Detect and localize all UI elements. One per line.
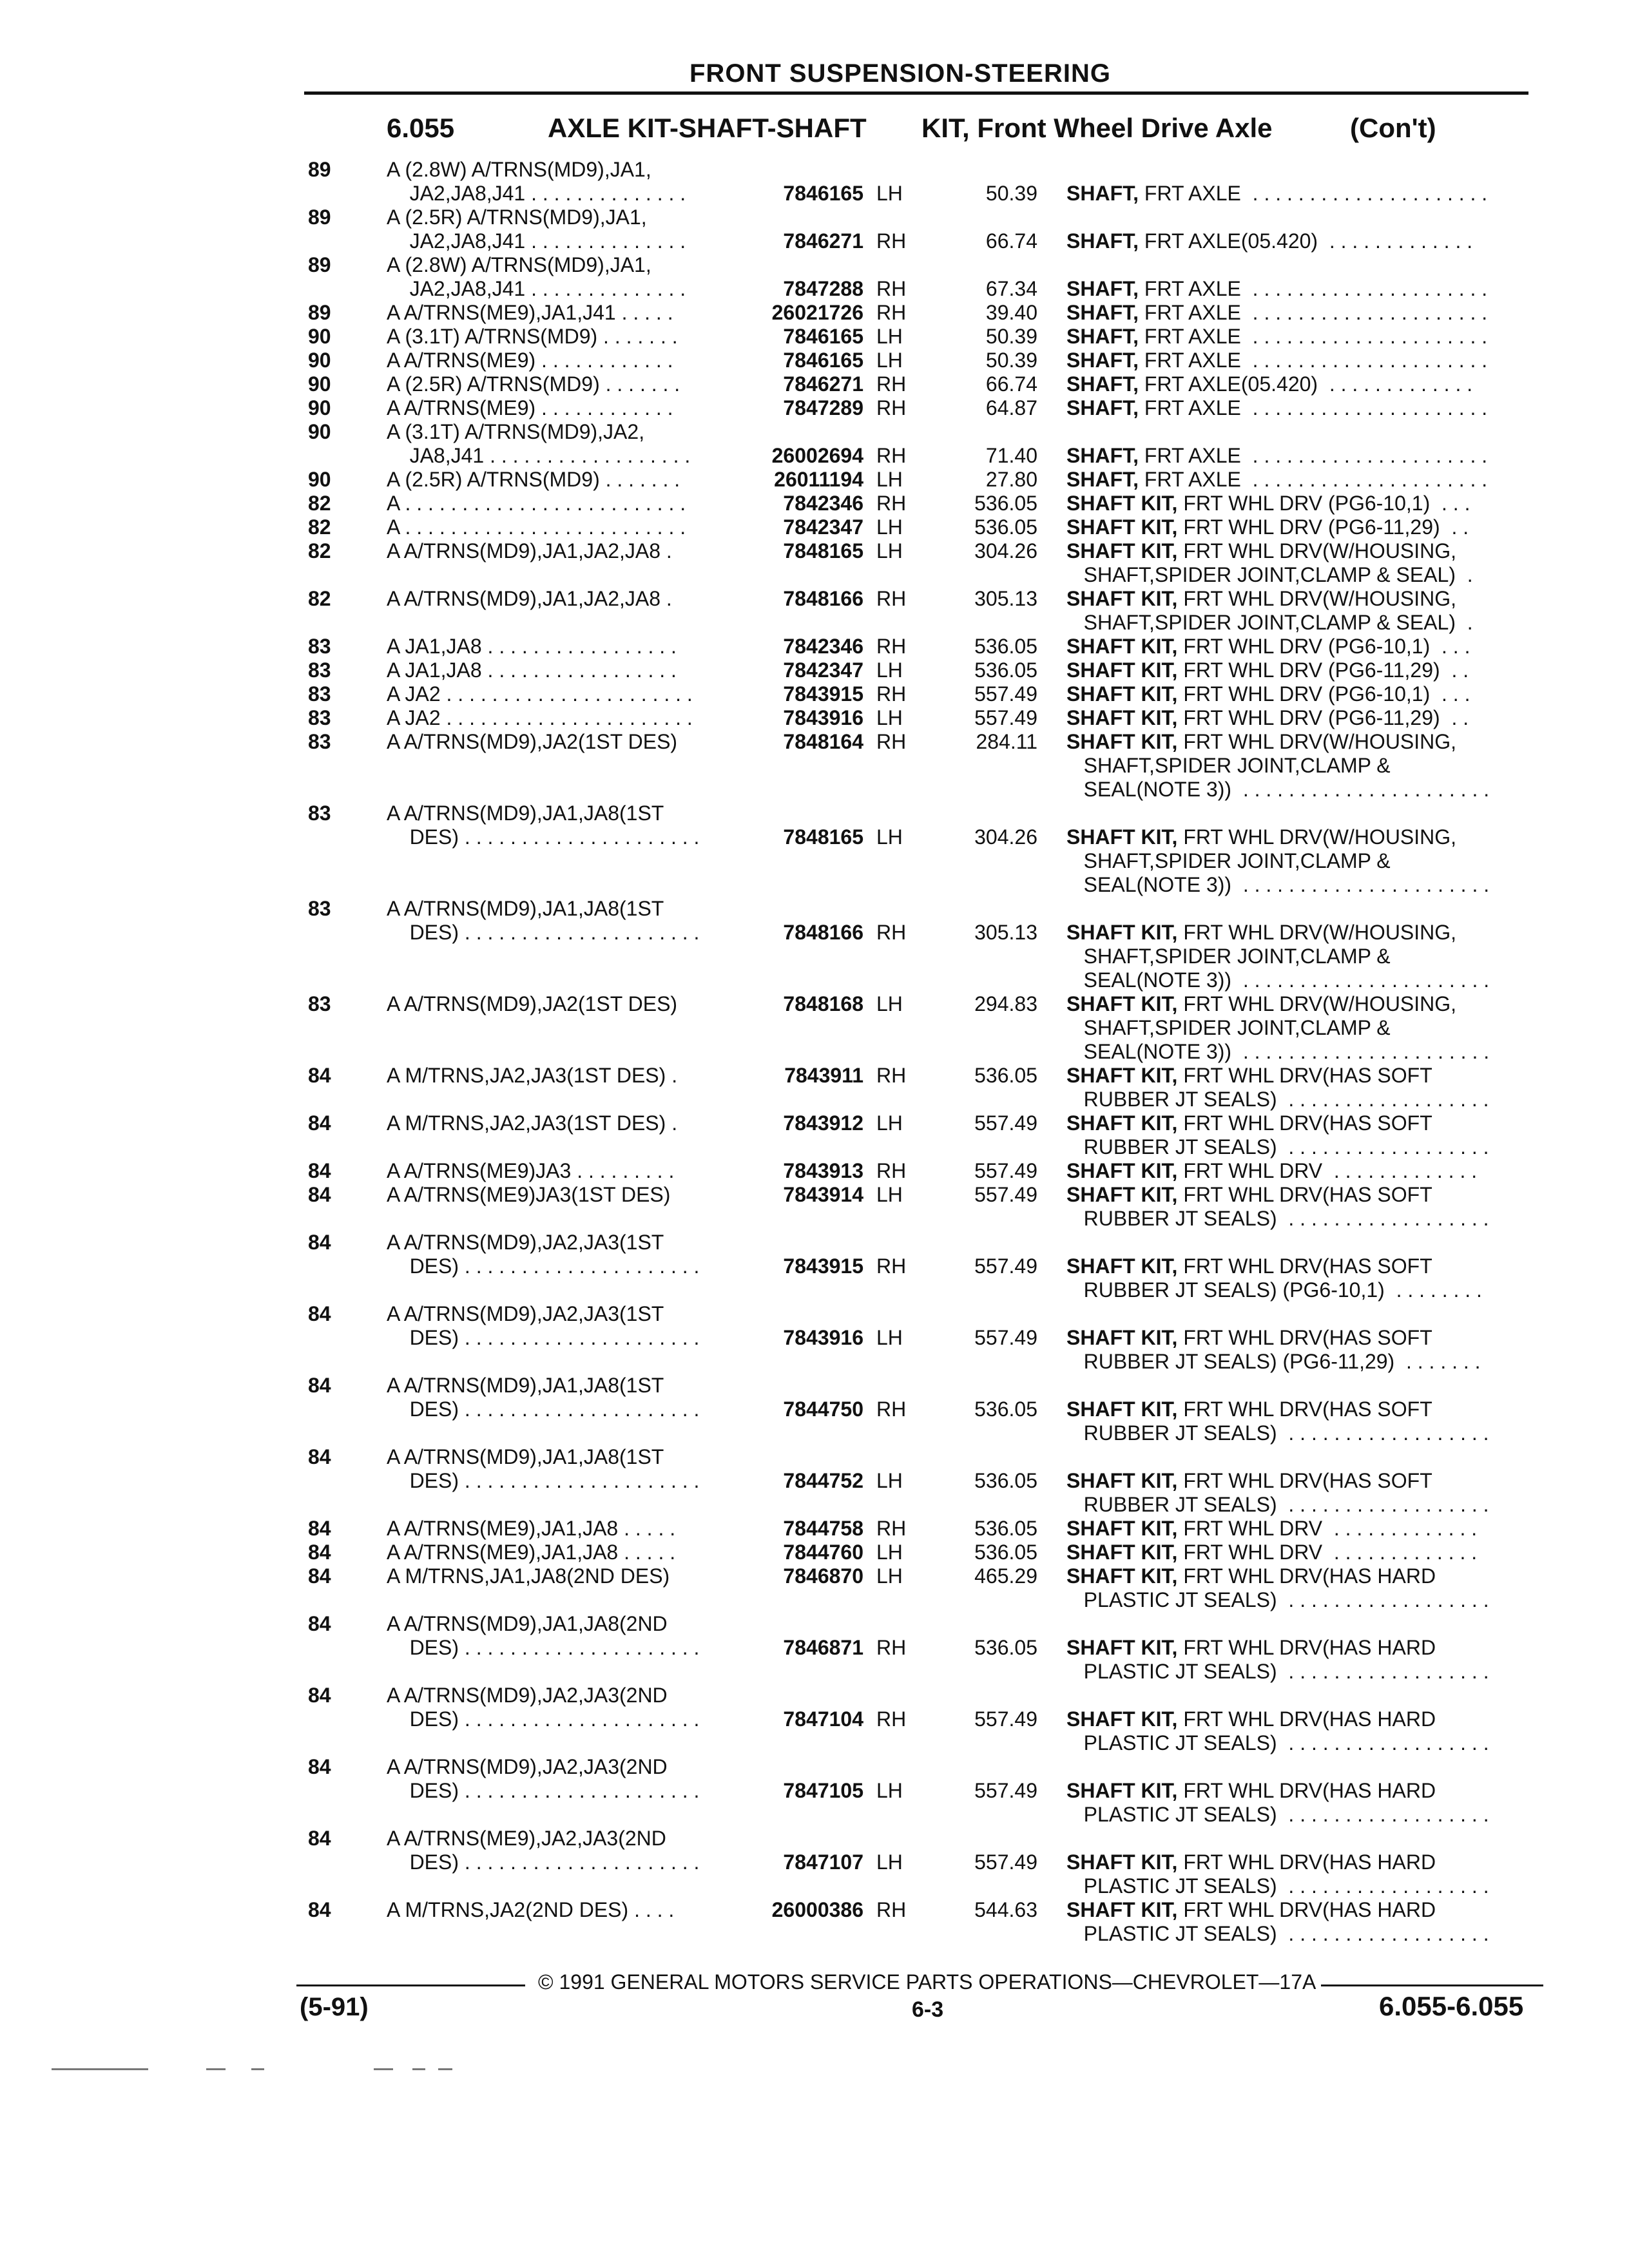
side: LH	[876, 1850, 903, 1874]
part-description: SHAFT KIT, FRT WHL DRV(HAS HARD PLASTIC JT SEALS) . . . . . . . . . . . . . . . . . .	[1066, 1564, 1489, 1611]
part-description: SHAFT KIT, FRT WHL DRV (PG6-11,29) . .	[1066, 515, 1469, 539]
part-description: SHAFT KIT, FRT WHL DRV(W/HOUSING, SHAFT,SPIDER JOINT,CLAMP & SEAL(NOTE 3)) . . . . . . . . . . . . . . . . . . . . . .	[1066, 730, 1490, 801]
price: 536.05	[974, 492, 1037, 515]
model-year: 84	[308, 1231, 331, 1254]
side: RH	[876, 635, 907, 658]
model-year: 90	[308, 468, 331, 491]
table-row	[0, 1064, 1629, 1111]
application: A A/TRNS(MD9),JA1,JA8(1ST DES) . . . . . . . . . . . . . . . . . . . . .	[387, 897, 700, 944]
application: A A/TRNS(MD9),JA1,JA8(2ND DES) . . . . . . . . . . . . . . . . . . . . .	[387, 1612, 700, 1659]
side: LH	[876, 1183, 903, 1206]
part-description: SHAFT KIT, FRT WHL DRV(HAS HARD PLASTIC JT SEALS) . . . . . . . . . . . . . . . . . .	[1066, 1707, 1489, 1754]
application: A (2.8W) A/TRNS(MD9),JA1, JA2,JA8,J41 . . . . . . . . . . . . . .	[387, 158, 686, 205]
model-year: 82	[308, 539, 331, 562]
application: A A/TRNS(MD9),JA2,JA3(2ND DES) . . . . . . . . . . . . . . . . . . . . .	[387, 1684, 700, 1731]
price: 536.05	[974, 1636, 1037, 1659]
model-year: 83	[308, 802, 331, 825]
part-number: 7844760	[783, 1541, 863, 1564]
price: 294.83	[974, 992, 1037, 1015]
model-year: 84	[308, 1612, 331, 1635]
application: A A/TRNS(MD9),JA1,JA2,JA8 .	[387, 539, 672, 562]
price: 305.13	[974, 587, 1037, 610]
price: 557.49	[974, 1159, 1037, 1182]
table-row	[0, 1445, 1629, 1517]
table-row	[0, 1564, 1629, 1612]
part-description: SHAFT, FRT AXLE(05.420) . . . . . . . . . . . . .	[1066, 372, 1473, 396]
part-number: 7842346	[783, 635, 863, 658]
application: A (2.5R) A/TRNS(MD9) . . . . . . .	[387, 468, 680, 491]
table-row	[0, 253, 1629, 301]
part-description: SHAFT KIT, FRT WHL DRV(W/HOUSING, SHAFT,SPIDER JOINT,CLAMP & SEAL(NOTE 3)) . . . . . . . . . . . . . . . . . . . . . .	[1066, 921, 1490, 992]
side: RH	[876, 372, 907, 396]
price: 557.49	[974, 1707, 1037, 1731]
table-row	[0, 992, 1629, 1064]
part-number: 7846870	[783, 1564, 863, 1588]
table-row	[0, 396, 1629, 420]
application: A A/TRNS(ME9)JA3(1ST DES)	[387, 1183, 671, 1206]
part-number: 26021726	[771, 301, 863, 324]
part-number: 7844752	[783, 1469, 863, 1492]
part-number: 7847288	[783, 277, 863, 300]
side: LH	[876, 658, 903, 682]
part-number: 7842346	[783, 492, 863, 515]
part-description: SHAFT KIT, FRT WHL DRV(HAS SOFT RUBBER JT SEALS) . . . . . . . . . . . . . . . . . .	[1066, 1183, 1489, 1230]
part-number: 7843912	[783, 1111, 863, 1135]
application: A A/TRNS(MD9),JA2,JA3(2ND DES) . . . . . . . . . . . . . . . . . . . . .	[387, 1755, 700, 1802]
side: RH	[876, 444, 907, 467]
side: LH	[876, 349, 903, 372]
model-year: 84	[308, 1159, 331, 1182]
part-number: 7843911	[784, 1064, 863, 1087]
model-year: 84	[308, 1445, 331, 1468]
application: A A/TRNS(ME9),JA1,JA8 . . . . .	[387, 1517, 676, 1540]
table-row	[0, 515, 1629, 539]
application: A (3.1T) A/TRNS(MD9),JA2, JA8,J41 . . . . . . . . . . . . . . . . . .	[387, 420, 691, 467]
scan-mark	[412, 2068, 425, 2070]
side: LH	[876, 1541, 903, 1564]
model-year: 84	[308, 1183, 331, 1206]
side: RH	[876, 682, 907, 706]
price: 557.49	[974, 682, 1037, 706]
side: LH	[876, 1111, 903, 1135]
part-number: 7848165	[783, 825, 863, 849]
model-year: 82	[308, 492, 331, 515]
table-row	[0, 635, 1629, 658]
side: RH	[876, 730, 907, 753]
model-year: 89	[308, 301, 331, 324]
side: RH	[876, 277, 907, 300]
table-row	[0, 1302, 1629, 1374]
model-year: 84	[308, 1064, 331, 1087]
model-year: 89	[308, 206, 331, 229]
part-description: SHAFT, FRT AXLE . . . . . . . . . . . . . . . . . . . . .	[1066, 468, 1488, 491]
model-year: 90	[308, 372, 331, 396]
part-description: SHAFT KIT, FRT WHL DRV (PG6-11,29) . .	[1066, 658, 1469, 682]
part-number: 7848165	[783, 539, 863, 562]
side: RH	[876, 1898, 907, 1921]
application: A A/TRNS(MD9),JA1,JA8(1ST DES) . . . . . . . . . . . . . . . . . . . . .	[387, 1374, 700, 1421]
price: 284.11	[976, 730, 1037, 753]
side: RH	[876, 1636, 907, 1659]
part-number: 7847289	[783, 396, 863, 419]
model-year: 84	[308, 1374, 331, 1397]
application: A A/TRNS(ME9),JA1,J41 . . . . .	[387, 301, 673, 324]
side: RH	[876, 492, 907, 515]
part-description: SHAFT KIT, FRT WHL DRV(HAS SOFT RUBBER JT SEALS) (PG6-11,29) . . . . . . .	[1066, 1326, 1481, 1373]
application: A A/TRNS(MD9),JA2(1ST DES)	[387, 730, 678, 753]
side: LH	[876, 1326, 903, 1349]
part-number: 7846165	[783, 349, 863, 372]
part-description: SHAFT, FRT AXLE . . . . . . . . . . . . . . . . . . . . .	[1066, 396, 1488, 419]
part-description: SHAFT KIT, FRT WHL DRV (PG6-10,1) . . .	[1066, 635, 1470, 658]
table-row	[0, 706, 1629, 730]
application: A A/TRNS(ME9)JA3 . . . . . . . . .	[387, 1159, 675, 1182]
model-year: 82	[308, 587, 331, 610]
table-row	[0, 587, 1629, 635]
model-year: 82	[308, 515, 331, 539]
part-description: SHAFT KIT, FRT WHL DRV . . . . . . . . . . . . .	[1066, 1517, 1478, 1540]
table-row	[0, 897, 1629, 992]
part-description: SHAFT KIT, FRT WHL DRV(HAS SOFT RUBBER JT SEALS) . . . . . . . . . . . . . . . . . .	[1066, 1398, 1489, 1445]
table-row	[0, 1374, 1629, 1445]
price: 305.13	[974, 921, 1037, 944]
application: A A/TRNS(MD9),JA2(1ST DES)	[387, 992, 678, 1015]
part-number: 7843916	[783, 1326, 863, 1349]
side: RH	[876, 301, 907, 324]
section-description: KIT, Front Wheel Drive Axle	[921, 113, 1273, 143]
part-number: 7844750	[783, 1398, 863, 1421]
table-row	[0, 1612, 1629, 1684]
part-number: 7846871	[783, 1636, 863, 1659]
parts-table	[0, 158, 1629, 1946]
part-description: SHAFT KIT, FRT WHL DRV (PG6-10,1) . . .	[1066, 682, 1470, 706]
table-row	[0, 730, 1629, 802]
scan-mark	[206, 2068, 226, 2070]
table-row	[0, 658, 1629, 682]
application: A M/TRNS,JA2,JA3(1ST DES) .	[387, 1111, 678, 1135]
model-year: 83	[308, 730, 331, 753]
model-year: 89	[308, 158, 331, 181]
application: A . . . . . . . . . . . . . . . . . . . . . . . . .	[387, 492, 686, 515]
application: A A/TRNS(ME9),JA1,JA8 . . . . .	[387, 1541, 676, 1564]
part-description: SHAFT KIT, FRT WHL DRV(HAS SOFT RUBBER JT SEALS) . . . . . . . . . . . . . . . . . .	[1066, 1469, 1489, 1516]
price: 544.63	[974, 1898, 1037, 1921]
price: 304.26	[974, 539, 1037, 562]
application: A A/TRNS(MD9),JA2,JA3(1ST DES) . . . . . . . . . . . . . . . . . . . . .	[387, 1231, 700, 1278]
side: RH	[876, 921, 907, 944]
part-description: SHAFT KIT, FRT WHL DRV(W/HOUSING, SHAFT,SPIDER JOINT,CLAMP & SEAL) .	[1066, 587, 1473, 634]
header-rule	[304, 91, 1528, 95]
price: 557.49	[974, 1779, 1037, 1802]
table-row	[0, 492, 1629, 515]
model-year: 90	[308, 396, 331, 419]
side: LH	[876, 825, 903, 849]
side: RH	[876, 1398, 907, 1421]
table-row	[0, 1541, 1629, 1564]
table-row	[0, 1159, 1629, 1183]
side: LH	[876, 468, 903, 491]
model-year: 89	[308, 253, 331, 276]
application: A M/TRNS,JA1,JA8(2ND DES)	[387, 1564, 670, 1588]
model-year: 90	[308, 325, 331, 348]
side: RH	[876, 1254, 907, 1278]
part-number: 7844758	[783, 1517, 863, 1540]
price: 536.05	[974, 515, 1037, 539]
application: A JA2 . . . . . . . . . . . . . . . . . . . . . .	[387, 682, 693, 706]
table-row	[0, 206, 1629, 253]
side: RH	[876, 1707, 907, 1731]
model-year: 83	[308, 682, 331, 706]
part-number: 7846165	[783, 182, 863, 205]
price: 465.29	[974, 1564, 1037, 1588]
application: A A/TRNS(MD9),JA1,JA2,JA8 .	[387, 587, 672, 610]
table-row	[0, 349, 1629, 372]
model-year: 83	[308, 992, 331, 1015]
part-description: SHAFT, FRT AXLE . . . . . . . . . . . . . . . . . . . . .	[1066, 325, 1488, 348]
price: 557.49	[974, 1111, 1037, 1135]
part-description: SHAFT KIT, FRT WHL DRV(HAS SOFT RUBBER JT SEALS) (PG6-10,1) . . . . . . . .	[1066, 1254, 1482, 1302]
price: 557.49	[974, 1326, 1037, 1349]
footer-date: (5-91)	[300, 1993, 369, 2021]
side: RH	[876, 1517, 907, 1540]
part-number: 7847107	[783, 1850, 863, 1874]
table-row	[0, 682, 1629, 706]
part-description: SHAFT, FRT AXLE . . . . . . . . . . . . . . . . . . . . .	[1066, 182, 1488, 205]
part-number: 7846165	[783, 325, 863, 348]
model-year: 84	[308, 1898, 331, 1921]
model-year: 83	[308, 706, 331, 729]
side: RH	[876, 587, 907, 610]
part-number: 7848166	[783, 587, 863, 610]
table-row	[0, 325, 1629, 349]
price: 557.49	[974, 1850, 1037, 1874]
table-row	[0, 420, 1629, 468]
application: A (2.8W) A/TRNS(MD9),JA1, JA2,JA8,J41 . . . . . . . . . . . . . .	[387, 253, 686, 300]
scan-mark	[52, 2068, 148, 2070]
part-number: 7847104	[783, 1707, 863, 1731]
part-description: SHAFT, FRT AXLE . . . . . . . . . . . . . . . . . . . . .	[1066, 349, 1488, 372]
application: A JA1,JA8 . . . . . . . . . . . . . . . . .	[387, 635, 677, 658]
application: A . . . . . . . . . . . . . . . . . . . . . . . . .	[387, 515, 686, 539]
side: LH	[876, 539, 903, 562]
part-description: SHAFT, FRT AXLE(05.420) . . . . . . . . . . . . .	[1066, 229, 1473, 253]
table-row	[0, 539, 1629, 587]
table-row	[0, 1517, 1629, 1541]
part-number: 7843916	[783, 706, 863, 729]
side: LH	[876, 992, 903, 1015]
price: 536.05	[974, 1517, 1037, 1540]
part-description: SHAFT KIT, FRT WHL DRV(HAS HARD PLASTIC JT SEALS) . . . . . . . . . . . . . . . . . .	[1066, 1636, 1489, 1683]
application: A JA2 . . . . . . . . . . . . . . . . . . . . . .	[387, 706, 693, 729]
part-description: SHAFT KIT, FRT WHL DRV(W/HOUSING, SHAFT,SPIDER JOINT,CLAMP & SEAL(NOTE 3)) . . . . . . . . . . . . . . . . . . . . . .	[1066, 992, 1490, 1063]
table-row	[0, 802, 1629, 897]
side: LH	[876, 1469, 903, 1492]
footer-copyright: © 1991 GENERAL MOTORS SERVICE PARTS OPERATIONS—CHEVROLET—17A	[538, 1970, 1316, 1994]
footer-rule-right	[1321, 1984, 1543, 1986]
table-row	[0, 1111, 1629, 1159]
price: 67.34	[985, 277, 1037, 300]
side: RH	[876, 1159, 907, 1182]
model-year: 84	[308, 1684, 331, 1707]
section-code: 6.055	[387, 113, 455, 143]
price: 557.49	[974, 706, 1037, 729]
application: A M/TRNS,JA2(2ND DES) . . . .	[387, 1898, 675, 1921]
price: 50.39	[985, 349, 1037, 372]
side: LH	[876, 182, 903, 205]
price: 50.39	[985, 325, 1037, 348]
section-continued: (Con't)	[1350, 113, 1436, 143]
model-year: 84	[308, 1517, 331, 1540]
model-year: 84	[308, 1827, 331, 1850]
part-number: 7846271	[783, 372, 863, 396]
price: 536.05	[974, 635, 1037, 658]
table-row	[0, 1898, 1629, 1946]
table-row	[0, 1755, 1629, 1827]
part-description: SHAFT KIT, FRT WHL DRV(HAS HARD PLASTIC JT SEALS) . . . . . . . . . . . . . . . . . .	[1066, 1898, 1489, 1945]
model-year: 84	[308, 1564, 331, 1588]
part-description: SHAFT, FRT AXLE . . . . . . . . . . . . . . . . . . . . .	[1066, 277, 1488, 300]
model-year: 84	[308, 1541, 331, 1564]
part-number: 26000386	[771, 1898, 863, 1921]
table-row	[0, 158, 1629, 206]
table-row	[0, 468, 1629, 492]
part-description: SHAFT KIT, FRT WHL DRV(W/HOUSING, SHAFT,SPIDER JOINT,CLAMP & SEAL) .	[1066, 539, 1473, 586]
table-row	[0, 1684, 1629, 1755]
scan-mark	[374, 2068, 393, 2070]
price: 536.05	[974, 658, 1037, 682]
part-number: 7843914	[783, 1183, 863, 1206]
part-number: 7843915	[783, 682, 863, 706]
scan-mark	[251, 2068, 264, 2070]
model-year: 90	[308, 349, 331, 372]
price: 536.05	[974, 1541, 1037, 1564]
table-row	[0, 1827, 1629, 1898]
part-description: SHAFT KIT, FRT WHL DRV(HAS HARD PLASTIC JT SEALS) . . . . . . . . . . . . . . . . . .	[1066, 1850, 1489, 1898]
part-number: 7848168	[783, 992, 863, 1015]
part-description: SHAFT KIT, FRT WHL DRV(HAS SOFT RUBBER JT SEALS) . . . . . . . . . . . . . . . . . .	[1066, 1111, 1489, 1158]
part-description: SHAFT KIT, FRT WHL DRV(W/HOUSING, SHAFT,SPIDER JOINT,CLAMP & SEAL(NOTE 3)) . . . . . . . . . . . . . . . . . . . . . .	[1066, 825, 1490, 896]
application: A JA1,JA8 . . . . . . . . . . . . . . . . .	[387, 658, 677, 682]
part-description: SHAFT, FRT AXLE . . . . . . . . . . . . . . . . . . . . .	[1066, 444, 1488, 467]
price: 66.74	[985, 372, 1037, 396]
application: A (2.5R) A/TRNS(MD9) . . . . . . .	[387, 372, 680, 396]
section-title: AXLE KIT-SHAFT-SHAFT	[548, 113, 867, 143]
model-year: 84	[308, 1111, 331, 1135]
price: 39.40	[985, 301, 1037, 324]
part-number: 7848164	[783, 730, 863, 753]
part-number: 7847105	[783, 1779, 863, 1802]
application: A A/TRNS(ME9),JA2,JA3(2ND DES) . . . . . . . . . . . . . . . . . . . . .	[387, 1827, 700, 1874]
application: A M/TRNS,JA2,JA3(1ST DES) .	[387, 1064, 678, 1087]
model-year: 83	[308, 658, 331, 682]
part-description: SHAFT KIT, FRT WHL DRV(HAS SOFT RUBBER JT SEALS) . . . . . . . . . . . . . . . . . .	[1066, 1064, 1489, 1111]
price: 536.05	[974, 1469, 1037, 1492]
part-description: SHAFT KIT, FRT WHL DRV . . . . . . . . . . . . .	[1066, 1541, 1478, 1564]
price: 50.39	[985, 182, 1037, 205]
price: 557.49	[974, 1254, 1037, 1278]
model-year: 84	[308, 1302, 331, 1325]
side: RH	[876, 396, 907, 419]
application: A A/TRNS(ME9) . . . . . . . . . . . .	[387, 396, 673, 419]
footer-page-number: 6-3	[912, 1997, 944, 2022]
part-number: 7842347	[783, 515, 863, 539]
price: 66.74	[985, 229, 1037, 253]
price: 304.26	[974, 825, 1037, 849]
price: 71.40	[985, 444, 1037, 467]
page-header-title: FRONT SUSPENSION-STEERING	[689, 59, 1111, 88]
part-number: 7843913	[783, 1159, 863, 1182]
application: A (3.1T) A/TRNS(MD9) . . . . . . .	[387, 325, 678, 348]
part-number: 26011194	[774, 468, 863, 491]
application: A (2.5R) A/TRNS(MD9),JA1, JA2,JA8,J41 . . . . . . . . . . . . . .	[387, 206, 686, 253]
application: A A/TRNS(MD9),JA1,JA8(1ST DES) . . . . . . . . . . . . . . . . . . . . .	[387, 802, 700, 849]
price: 64.87	[985, 396, 1037, 419]
side: LH	[876, 1779, 903, 1802]
side: RH	[876, 1064, 907, 1087]
model-year: 83	[308, 635, 331, 658]
side: LH	[876, 515, 903, 539]
side: RH	[876, 229, 907, 253]
part-number: 7842347	[783, 658, 863, 682]
price: 536.05	[974, 1064, 1037, 1087]
part-description: SHAFT, FRT AXLE . . . . . . . . . . . . . . . . . . . . .	[1066, 301, 1488, 324]
model-year: 83	[308, 897, 331, 920]
side: LH	[876, 1564, 903, 1588]
footer-rule-left	[296, 1984, 525, 1986]
side: LH	[876, 325, 903, 348]
footer-section-range: 6.055-6.055	[1379, 1991, 1524, 2021]
model-year: 84	[308, 1755, 331, 1778]
price: 27.80	[985, 468, 1037, 491]
scan-mark	[438, 2068, 452, 2070]
table-row	[0, 1183, 1629, 1231]
part-number: 7843915	[783, 1254, 863, 1278]
table-row	[0, 372, 1629, 396]
application: A A/TRNS(MD9),JA2,JA3(1ST DES) . . . . . . . . . . . . . . . . . . . . .	[387, 1302, 700, 1349]
part-description: SHAFT KIT, FRT WHL DRV . . . . . . . . . . . . .	[1066, 1159, 1478, 1182]
price: 536.05	[974, 1398, 1037, 1421]
part-description: SHAFT KIT, FRT WHL DRV(HAS HARD PLASTIC JT SEALS) . . . . . . . . . . . . . . . . . .	[1066, 1779, 1489, 1826]
part-number: 7848166	[783, 921, 863, 944]
part-number: 7846271	[783, 229, 863, 253]
table-row	[0, 301, 1629, 325]
part-number: 26002694	[771, 444, 863, 467]
application: A A/TRNS(MD9),JA1,JA8(1ST DES) . . . . . . . . . . . . . . . . . . . . .	[387, 1445, 700, 1492]
side: LH	[876, 706, 903, 729]
application: A A/TRNS(ME9) . . . . . . . . . . . .	[387, 349, 673, 372]
model-year: 90	[308, 420, 331, 443]
table-row	[0, 1231, 1629, 1302]
part-description: SHAFT KIT, FRT WHL DRV (PG6-10,1) . . .	[1066, 492, 1470, 515]
part-description: SHAFT KIT, FRT WHL DRV (PG6-11,29) . .	[1066, 706, 1469, 729]
price: 557.49	[974, 1183, 1037, 1206]
